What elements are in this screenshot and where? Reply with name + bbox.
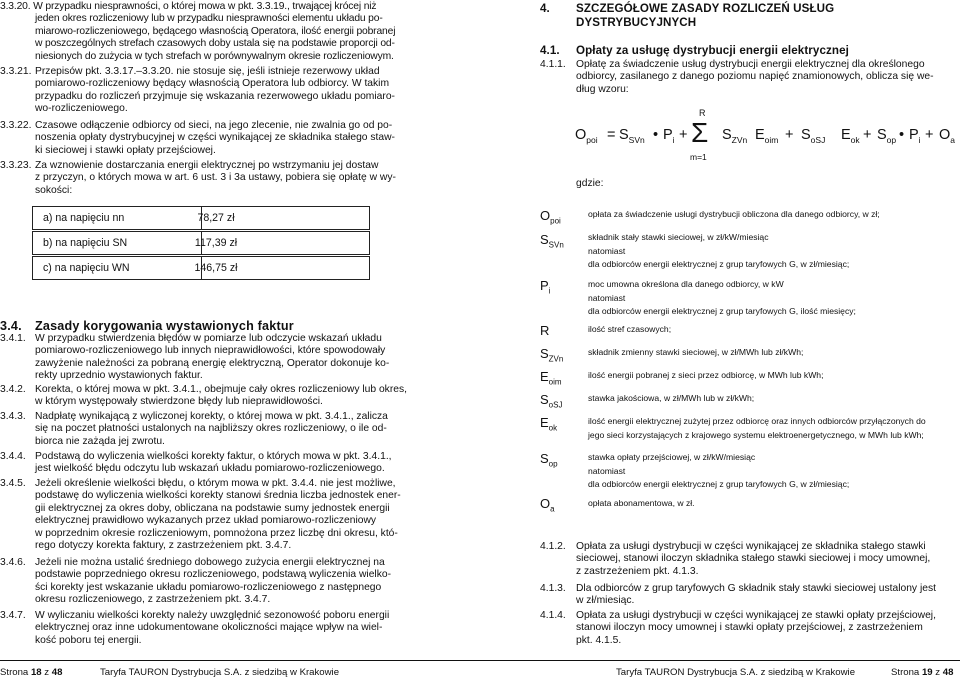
- rate-box-wn: c) na napięciu WN 146,75 zł: [32, 256, 370, 280]
- footer-left-company: Taryfa TAURON Dystrybucja S.A. z siedzibą w Krakowie: [100, 667, 340, 678]
- rate-box-nn: a) na napięciu nn 78,27 zł: [32, 206, 370, 230]
- formula-O-a: $O_a$: [939, 127, 956, 145]
- paragraph-3-4-2: 3.4.2. Korekta, o której mowa w pkt. 3.4.1., obejmuje cały okres rozliczeniowy lub okres, w którym występowały stwierdzone błędy lub nieprawidłowości.: [0, 384, 407, 408]
- formula-E-oim: $E_{oim}$: [755, 127, 779, 145]
- paragraph-3-4-4: 3.4.4. Podstawą do wyliczenia wielkości korekty faktur, o których mowa w pkt. 3.4.1., jest wielkość błędu odczytu lub wskazań układu pomiarowo-rozliczeniowego.: [0, 451, 392, 475]
- paragraph-3-3-22: 3.3.22. Czasowe odłączenie odbiorcy od sieci, na jego zlecenie, nie zwalnia go od po- noszenia opłaty dystrybucyjnej w części wynikającej ze składnika stałego staw- ki sieciowej i stawki opłaty przejściowej.: [0, 120, 395, 156]
- paragraph-3-3-21: 3.3.21. Przepisów pkt. 3.3.17.–3.3.20. nie stosuje się, jeśli istnieje rezerwowy układ pomiarowo-rozliczeniowy będący własnością Operatora lub odbiorcy. W takim przypadku do rozliczeń przyjmuje się wskazania rezerwowego układu pomiaro- wo-rozliczeniowego.: [0, 66, 395, 115]
- formula-equals: =: [607, 127, 616, 143]
- footer-right-page-number: Strona 19 z 48: [891, 667, 954, 678]
- gdzie-label: gdzie:: [576, 178, 604, 189]
- paragraph-3-3-20: 3.3.20. W przypadku niesprawności, o której mowa w pkt. 3.3.19., trwającej krócej niż jeden okres rozliczeniowy lub w przypadku niesprawności elementu układu po- miarowo-rozliczeniowego, będącego własnością Operatora, ilość energii pobranej w poszczególnych strefach czasowych doby ustala się na podstawie proporcji od- niesionych do zużycia w tych strefach w porównywalnym okresie rozliczeniowym.: [0, 1, 396, 62]
- left-column: [0, 0, 420, 660]
- paragraph-3-3-23: 3.3.23. Za wznowienie dostarczania energii elektrycznej po wstrzymaniu jej dostaw z przyczyn, o których mowa w art. 6 ust. 3 i 3a ustawy, pobiera się opłatę w wy- sokości:: [0, 160, 396, 196]
- formula-E-ok: $E_{ok}$: [841, 127, 860, 145]
- formula-S-SVn: $S_{SVn}$: [619, 127, 645, 145]
- paragraph-4-1-3: 4.1.3. Dla odbiorców z grup taryfowych G składnik stały stawki sieciowej ustalony jest w zł/miesiąc.: [540, 583, 936, 607]
- paragraph-3-4-5: 3.4.5. Jeżeli określenie wielkości błędu, o którym mowa w pkt. 3.4.4. nie jest możliwe, podstawę do wyliczenia wielkości korekty stanowi średnia liczba jednostek ener- gii elektrycznej za okres doby, obliczana na podstawie sumy jednostek energii elektrycznej prawidłowo wykazanych przez układ pomiarowo-rozliczeniowy w poprzednim okresie rozliczeniowym, pomnożona przez liczbę dni okresu, któ- rego dotyczy korekta faktury, z zastrzeżeniem pkt. 3.4.7.: [0, 478, 401, 552]
- paragraph-4-1-1: 4.1.1. Opłatę za świadczenie usług dystrybucji energii elektrycznej dla określonego odbiorcy, zasilanego z danego poziomu napięć znamionowych, oblicza się we- dług wzoru:: [540, 59, 934, 95]
- rate-box-sn: b) na napięciu SN 117,39 zł: [32, 231, 370, 255]
- formula-S-op: $S_{op}$: [877, 127, 897, 145]
- formula-sum-bottom: m=1: [690, 152, 707, 162]
- formula-S-oSJ: $S_{oSJ}$: [801, 127, 826, 145]
- formula-S-ZVn: $S_{ZVn}$: [722, 127, 748, 145]
- formula-O-poi: $O_{poi}$: [575, 127, 598, 145]
- footer-right-company: Taryfa TAURON Dystrybucja S.A. z siedzibą w Krakowie: [616, 667, 856, 678]
- formula-dot: •: [899, 127, 905, 143]
- formula-sum-top: R: [699, 108, 706, 118]
- paragraph-4-1-2: 4.1.2. Opłata za usługi dystrybucji w części wynikającej ze składnika stałego stawki sieciowej, stanowi iloczyn składnika stałego stawki sieciowej i mocy umownej, z zastrzeżeniem pkt. 4.1.3.: [540, 541, 931, 577]
- formula-P-i: $P_i$: [909, 127, 921, 145]
- sigma-icon: Σ: [691, 117, 709, 148]
- paragraph-4-1-4: 4.1.4. Opłata za usługi dystrybucji w części wynikającej ze stawki opłaty przejściowej, stanowi iloczyn mocy umownej i stawki opłaty przejściowej, z zastrzeżeniem pkt. 4.1.5.: [540, 610, 936, 646]
- formula-plus: +: [679, 127, 688, 143]
- footer-left-page-number: Strona 18 z 48: [0, 667, 63, 678]
- paragraph-3-4-1: 3.4.1. W przypadku stwierdzenia błędów w pomiarze lub odczycie wskazań układu pomiarowo-rozliczeniowego lub innych nieprawidłowości, które spowodowały zawyżenie należności za pobraną energię elektryczną, Operator dokonuje ko- rekty uprzednio wystawionych faktur.: [0, 333, 390, 382]
- section-4-1-heading: 4.1. Opłaty za usługę dystrybucji energii elektrycznej: [540, 44, 849, 57]
- formula-P-i: $P_i$: [663, 127, 675, 145]
- formula-plus: +: [925, 127, 934, 143]
- paragraph-3-4-6: 3.4.6. Jeżeli nie można ustalić średniego dobowego zużycia energii elektrycznej na podstawie poprzedniego okresu rozliczeniowego, podstawą wyliczenia wielko- ści korekty jest wskazanie układu pomiarowo-rozliczeniowego z następnego okresu rozliczeniowego, z zastrzeżeniem pkt. 3.4.7.: [0, 557, 392, 606]
- formula-dot: •: [653, 127, 659, 143]
- formula-plus: +: [863, 127, 872, 143]
- tariff-formula: [575, 108, 960, 168]
- paragraph-3-4-7: 3.4.7. W wyliczaniu wielkości korekty należy uwzględnić sezonowość poboru energii elektrycznej oraz inne udokumentowane okoliczności mające wpływ na wiel- kość poboru tej energii.: [0, 610, 390, 646]
- formula-plus: +: [785, 127, 794, 143]
- paragraph-3-4-3: 3.4.3. Nadpłatę wynikającą z wyliczonej korekty, o której mowa w pkt. 3.4.1., zalicza się na poczet płatności ustalonych na najbliższy okres rozliczeniowy, o ile od- biorca nie zażąda jej zwrotu.: [0, 411, 388, 447]
- section-3-4-heading: 3.4. Zasady korygowania wystawionych faktur: [0, 319, 294, 333]
- footer-rule: [0, 660, 960, 661]
